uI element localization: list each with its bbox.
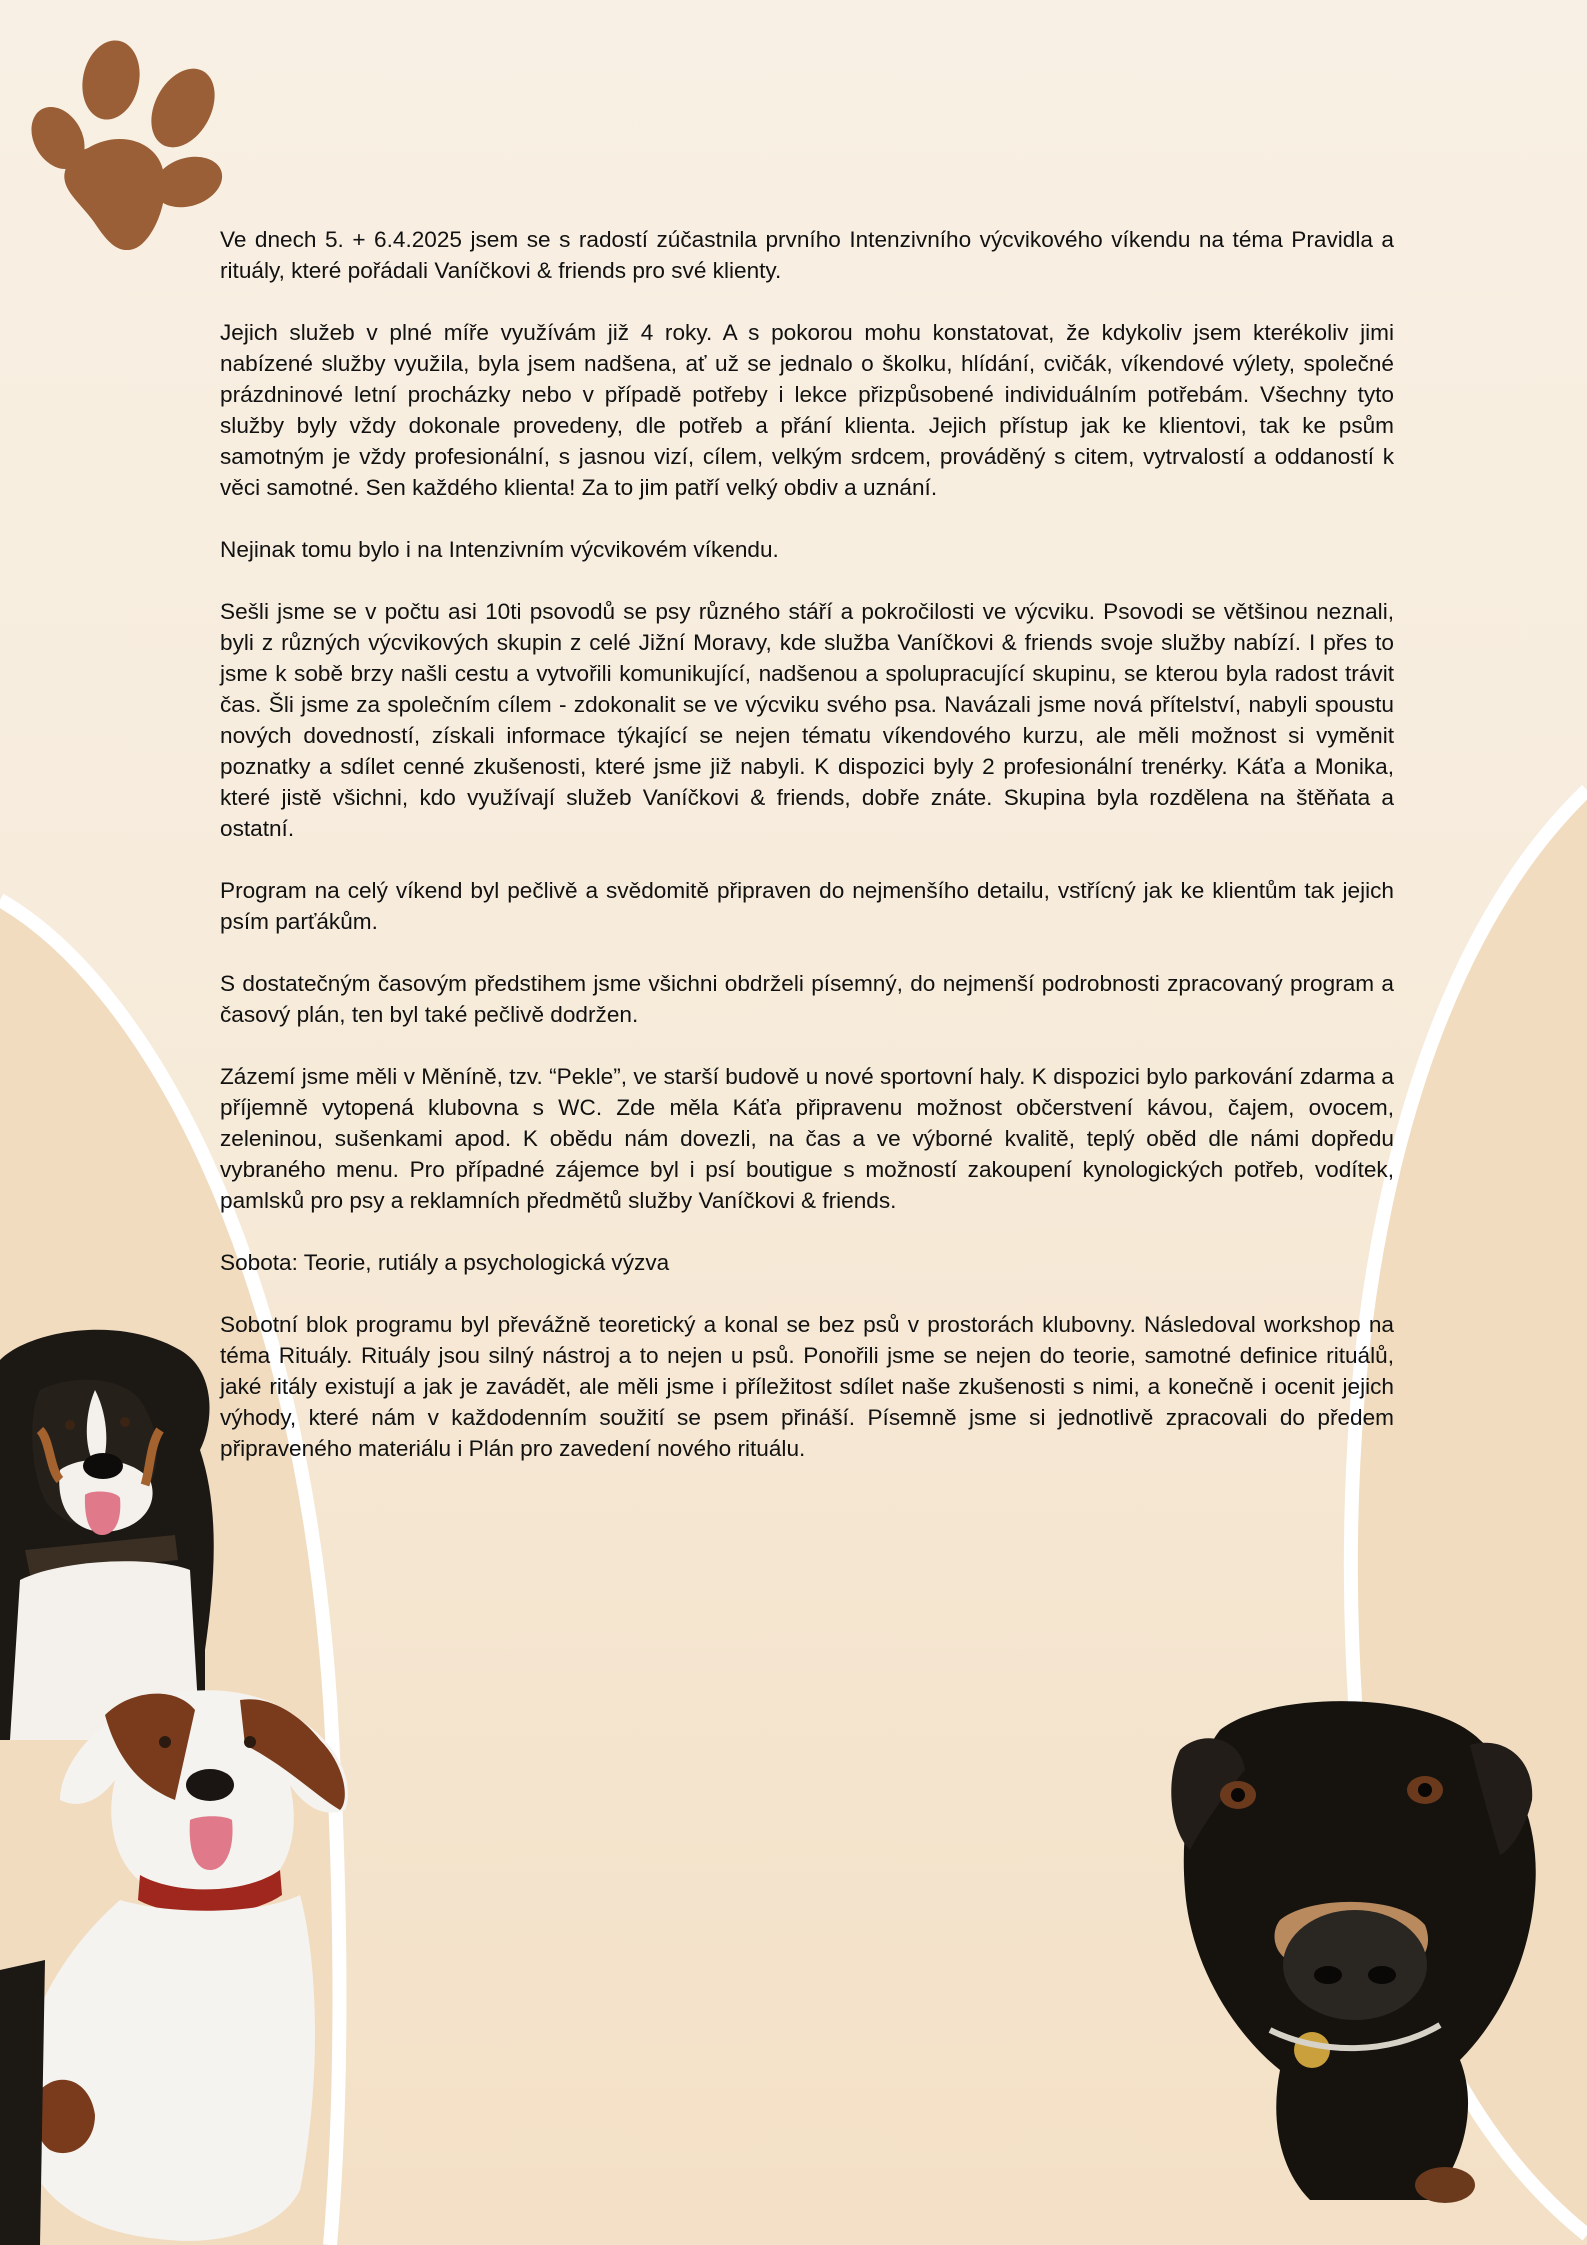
paragraph-schedule: S dostatečným časovým předstihem jsme všichni obdrželi písemný, do nejmenší podrobnosti zpracovaný program a časový plán, ten byl také pečlivě dodržen. xyxy=(220,971,1394,1027)
paragraph-group: Sešli jsme se v počtu asi 10ti psovodů se psy různého stáří a pokročilosti ve výcviku. Psovodi se většinou neznali, byli z různých výcvikových skupin z celé Jižní Moravy, kde služba Vaníčkovi & friends svoje služby nabízí. I přes to jsme k sobě brzy našli cestu a vytvořili komunikující, nadšenou a spolupracující skupinu, se kterou byla radost trávit čas. Šli jsme za společním cílem - zdokonalit se ve výcviku svého psa. Navázali jsme nová přítelství, nabyli spoustu nových dovedností, získali informace týkající se nejen tématu víkendového kurzu, ale měli možnost si vyměnit poznatky a sdílet cenné zkušenosti, které jsme již nabyli. K dispozici byly 2 profesionální trenérky. Káťa a Monika, které jistě všichni, kdo využívají služeb Vaníčkovi & friends, dobře znáte. Skupina byla rozdělena na štěňata a ostatní. xyxy=(220,599,1394,841)
paragraph-intro: Ve dnech 5. + 6.4.2025 jsem se s radostí zúčastnila prvního Intenzivního výcvikového víkendu na téma Pravidla a rituály, které pořádali Vaníčkovi & friends pro své klienty. xyxy=(220,227,1394,283)
section-heading-saturday: Sobota: Teorie, rutiály a psychologická výzva xyxy=(220,1250,670,1275)
article-body xyxy=(220,224,1394,1495)
paragraph-venue: Zázemí jsme měli v Měníně, tzv. “Pekle”, ve starší budově u nové sportovní haly. K dispozici bylo parkování zdarma a příjemně vytopená klubovna s WC. Zde měla Káťa připravenu možnost občerstvení kávou, čajem, ovocem, zeleninou, sušenkami apod. K obědu nám dovezli, na čas a ve výborné kvalitě, teplý oběd dle námi dopředu vybraného menu. Pro případné zájemce byl i psí boutigue s možností zakoupení kynologických potřeb, vodítek, pamlsků pro psy a reklamních předmětů služby Vaníčkovi & friends. xyxy=(220,1064,1394,1213)
black-dog-photo xyxy=(1160,1690,1550,2210)
paw-print-icon xyxy=(18,20,248,250)
paragraph-weekend: Nejinak tomu bylo i na Intenzivním výcvikovém víkendu. xyxy=(220,537,779,562)
jack-russell-dog-photo xyxy=(0,1670,360,2245)
paragraph-program: Program na celý víkend byl pečlivě a svědomitě připraven do nejmenšího detailu, vstřícný jak ke klientům tak jejich psím parťákům. xyxy=(220,878,1394,934)
paragraph-services: Jejich služeb v plné míře využívám již 4 roky. A s pokorou mohu konstatovat, že kdykoliv jsem kterékoliv jimi nabízené služby využila, byla jsem nadšena, ať už se jednalo o školku, hlídání, cvičák, víkendové výlety, společné prázdninové letní procházky nebo v případě potřeby i lekce přizpůsobené individuálním potřebám. Všechny tyto služby byly vždy dokonale provedeny, dle potřeb a přání klienta. Jejich přístup jak ke klientovi, tak ke psům samotným je vždy profesionální, s jasnou vizí, cílem, velkým srdcem, prováděný s citem, vytrvalostí a oddaností k věci samotné. Sen každého klienta! Za to jim patří velký obdiv a uznání. xyxy=(220,320,1394,500)
paragraph-saturday: Sobotní blok programu byl převážně teoretický a konal se bez psů v prostorách klubovny. Následoval workshop na téma Rituály. Rituály jsou silný nástroj a to nejen u psů. Ponořili jsme se nejen do teorie, samotné definice rituálů, jaké ritály existují a jak je zavádět, ale měli jsme i příležitost sdílet naše zkušenosti s nimi, a konečně i ocenit jejich výhody, které nám v každodenním soužití se psem přináší. Písemně jsme si jednotlivě zpracovali do předem připraveného materiálu i Plán pro zavedení nového rituálu. xyxy=(220,1312,1394,1461)
